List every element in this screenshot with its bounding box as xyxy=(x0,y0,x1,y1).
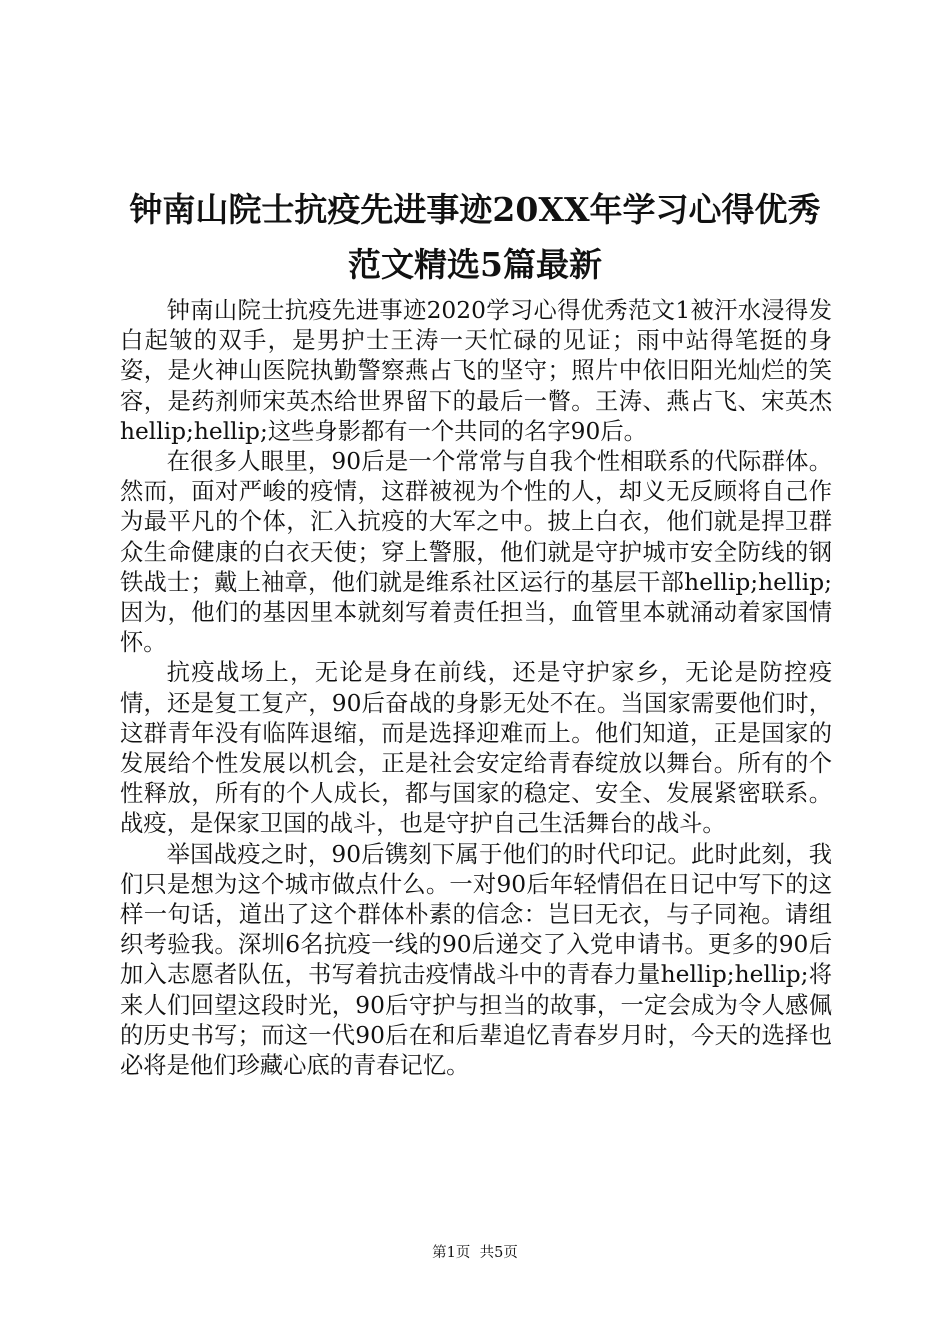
paragraph-2: 在很多人眼里，90后是一个常常与自我个性相联系的代际群体。然而，面对严峻的疫情，这群被视为个性的人，却义无反顾将自己作为最平凡的个体，汇入抗疫的大军之中。披上白衣，他们就是捍卫群众生命健康的白衣天使；穿上警服，他们就是守护城市安全防线的钢铁战士；戴上袖章，他们就是维系社区运行的基层干部hellip;hellip;因为，他们的基因里本就刻写着责任担当，血管里本就涌动着家国情怀。 xyxy=(120,448,832,657)
paragraph-1: 钟南山院士抗疫先进事迹2020学习心得优秀范文1被汗水浸得发白起皱的双手，是男护士王涛一天忙碌的见证；雨中站得笔挺的身姿，是火神山医院执勤警察燕占飞的坚守；照片中依旧阳光灿烂的笑容，是药剂师宋英杰给世界留下的最后一瞥。王涛、燕占飞、宋英杰hellip;hellip;这些身影都有一个共同的名字90后。 xyxy=(120,297,832,445)
paragraph-4: 举国战疫之时，90后镌刻下属于他们的时代印记。此时此刻，我们只是想为这个城市做点什么。一对90后年轻情侣在日记中写下的这样一句话，道出了这个群体朴素的信念：岂曰无衣，与子同袍。请组织考验我。深圳6名抗疫一线的90后递交了入党申请书。更多的90后加入志愿者队伍，书写着抗击疫情战斗中的青春力量hellip;hellip;将来人们回望这段时光，90后守护与担当的故事，一定会成为令人感佩的历史书写；而这一代90后在和后辈追忆青春岁月时，今天的选择也必将是他们珍藏心底的青春记忆。 xyxy=(120,840,832,1080)
page-footer xyxy=(0,1243,950,1263)
page-number-label: 第1页 共5页 xyxy=(432,1245,518,1261)
document-title: 钟南山院士抗疫先进事迹20XX年学习心得优秀范文精选5篇最新 xyxy=(129,190,821,284)
paragraph-3: 抗疫战场上，无论是身在前线，还是守护家乡，无论是防控疫情，还是复工复产，90后奋战的身影无处不在。当国家需要他们时，这群青年没有临阵退缩，而是选择迎难而上。他们知道，正是国家的发展给个性发展以机会，正是社会安定给青春绽放以舞台。所有的个性释放，所有的个人成长，都与国家的稳定、安全、发展紧密联系。战疫，是保家卫国的战斗，也是守护自己生活舞台的战斗。 xyxy=(120,659,832,838)
document-body xyxy=(120,296,832,1081)
